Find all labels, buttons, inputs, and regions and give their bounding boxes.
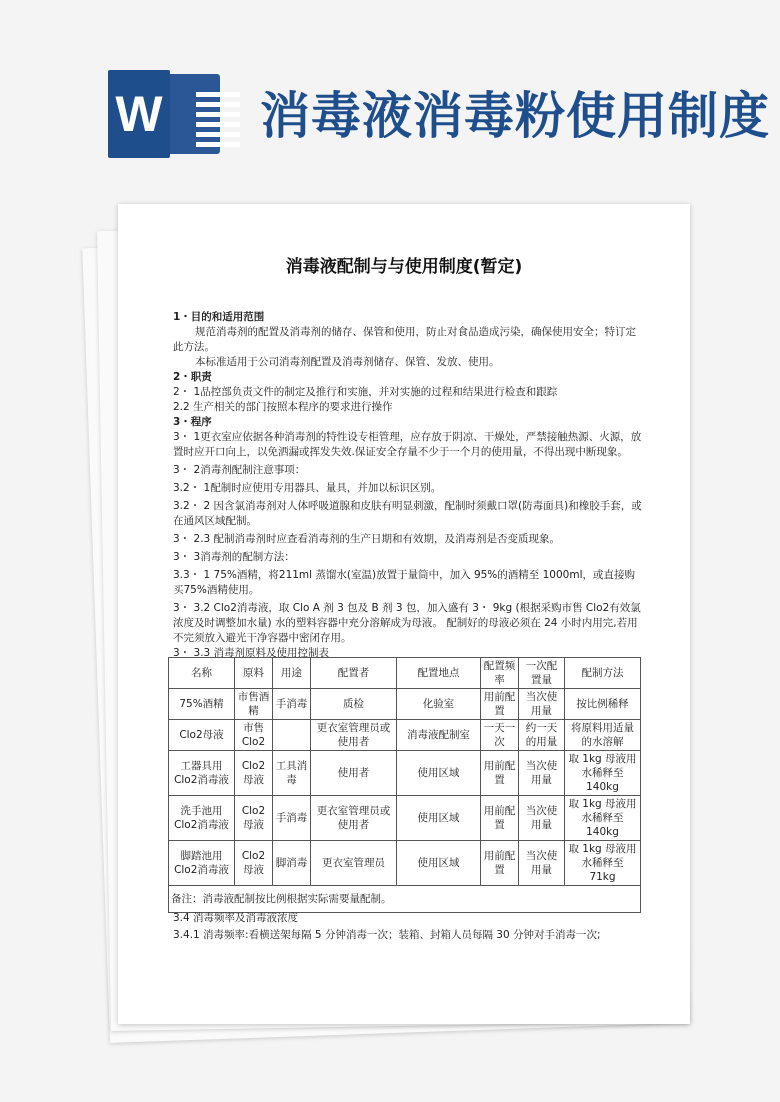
table-cell: 使用区域	[397, 751, 481, 796]
table-cell: 质检	[311, 689, 397, 720]
document-title: 消毒液配制与与使用制度(暂定)	[285, 257, 523, 277]
paragraph: 规范消毒剂的配置及消毒剂的储存、保管和使用，防止对食品造成污染，确保使用安全；特订定此方法。	[173, 326, 636, 353]
table-header-cell: 配置者	[311, 658, 397, 689]
table-cell: 市售酒精	[235, 689, 273, 720]
table-cell: 用前配置	[481, 796, 519, 841]
table-cell: Clo2母液	[235, 796, 273, 841]
paragraph: 3.3・ 1 75%酒精，将211ml 蒸馏水(室温)放置于量筒中，加入 95%的酒精至 1000ml，或直接购买75%酒精使用。	[173, 569, 635, 596]
table-note: 备注：消毒液配制按比例根据实际需要量配制。	[169, 886, 641, 913]
table-header-cell: 名称	[169, 658, 235, 689]
table-cell: Clo2母液	[169, 720, 235, 751]
header-banner	[0, 0, 780, 200]
table-cell: 工器具用Clo2消毒液	[169, 751, 235, 796]
table-row	[169, 841, 641, 886]
table-cell: 使用者	[311, 751, 397, 796]
table-cell: 脚消毒	[273, 841, 311, 886]
table-header-cell: 用途	[273, 658, 311, 689]
table-header-cell: 配置频率	[481, 658, 519, 689]
section-heading: 1・目的和适用范围	[173, 311, 265, 323]
document-bottom-text	[173, 910, 653, 944]
table-cell: 市售Clo2	[235, 720, 273, 751]
paragraph: 3.2・ 1配制时应使用专用器具、量具，并加以标识区别。	[173, 482, 442, 494]
table-cell: 使用区域	[397, 796, 481, 841]
section-heading: 3.4 消毒频率及消毒液浓度	[173, 912, 299, 924]
table-header-cell: 配制方法	[565, 658, 641, 689]
paragraph: 3.4.1 消毒频率:看横送架每隔 5 分钟消毒一次；装箱、封箱人员每隔 30 分钟对手消毒一次;	[173, 929, 601, 941]
table-row	[169, 689, 641, 720]
table-cell: 工具消毒	[273, 751, 311, 796]
paragraph: 2・ 1品控部负责文件的制定及推行和实施，并对实施的过程和结果进行检查和跟踪	[173, 386, 558, 398]
table-cell: 按比例稀释	[565, 689, 641, 720]
section-heading: 2・职责	[173, 371, 212, 383]
table-cell: 当次使用量	[519, 841, 565, 886]
table-cell: 化验室	[397, 689, 481, 720]
table-cell: 当次使用量	[519, 796, 565, 841]
table-header-cell: 一次配置量	[519, 658, 565, 689]
document-body	[173, 310, 643, 661]
table-cell: 将原料用适量的水溶解	[565, 720, 641, 751]
table-cell: 消毒液配制室	[397, 720, 481, 751]
table-row	[169, 751, 641, 796]
paragraph: 2.2 生产相关的部门按照本程序的要求进行操作	[173, 401, 393, 413]
disinfectant-control-table	[168, 657, 641, 913]
table-cell: 更衣室管理员	[311, 841, 397, 886]
table-cell: 脚踏池用Clo2消毒液	[169, 841, 235, 886]
table-note-row	[169, 886, 641, 913]
table-cell: 用前配置	[481, 689, 519, 720]
section-heading: 3・程序	[173, 416, 212, 428]
table-cell: 取 1kg 母液用水稀释至 140kg	[565, 751, 641, 796]
paragraph: 3・ 2.3 配制消毒剂时应查看消毒剂的生产日期和有效期，及消毒剂是否变质现象。	[173, 533, 561, 545]
paragraph: 3・ 3.3 消毒剂原料及使用控制表	[173, 647, 330, 659]
paragraph: 3・ 3.2 Clo2消毒液，取 Clo A 剂 3 包及 B 剂 3 包，加入盛有 3・ 9kg (根据采购市售 Clo2有效氯浓度及时调整加水量) 水的塑料容器中充分溶解成为母液。 配制好的母液必须在 24 小时内用完,若用不完须放入避光干净容器中密闭存用。	[173, 602, 641, 644]
paragraph: 本标准适用于公司消毒剂配置及消毒剂储存、保管、发放、使用。	[195, 356, 500, 368]
table-header-cell: 配置地点	[397, 658, 481, 689]
table-header-row	[169, 658, 641, 689]
table-cell: 取 1kg 母液用水稀释至 71kg	[565, 841, 641, 886]
table-cell: 洗手池用Clo2消毒液	[169, 796, 235, 841]
table-cell: 更衣室管理员或使用者	[311, 720, 397, 751]
table-cell: 一天一次	[481, 720, 519, 751]
table-cell: 用前配置	[481, 751, 519, 796]
table-cell: 75%酒精	[169, 689, 235, 720]
table-cell: 当次使用量	[519, 751, 565, 796]
table-cell: 当次使用量	[519, 689, 565, 720]
table-header-cell: 原料	[235, 658, 273, 689]
table-cell: 用前配置	[481, 841, 519, 886]
table-cell	[273, 720, 311, 751]
table-cell: 使用区域	[397, 841, 481, 886]
table-row	[169, 796, 641, 841]
word-logo-icon	[108, 70, 220, 158]
table-cell: 约一天的用量	[519, 720, 565, 751]
table-cell: Clo2母液	[235, 751, 273, 796]
document-page	[118, 204, 690, 1024]
word-logo-letter: W	[108, 70, 170, 158]
table-cell: 更衣室管理员或使用者	[311, 796, 397, 841]
word-logo-lines	[196, 92, 240, 152]
table-row	[169, 720, 641, 751]
paragraph: 3・ 2消毒剂配制注意事项：	[173, 464, 306, 476]
table-cell: Clo2母液	[235, 841, 273, 886]
table-cell: 手消毒	[273, 796, 311, 841]
paragraph: 3・ 1更衣室应依据各种消毒剂的特性设专柜管理，应存放于阴凉、干燥处，严禁接触热源、火源，放置时应开口向上，以免洒漏或挥发失效.保证安全存量不少于一个月的使用量，不得出现中断现象。	[173, 431, 642, 458]
paragraph: 3・ 3消毒剂的配制方法：	[173, 551, 295, 563]
table-cell: 取 1kg 母液用水稀释至 140kg	[565, 796, 641, 841]
table-cell: 手消毒	[273, 689, 311, 720]
paragraph: 3.2・ 2 因含氯消毒剂对人体呼吸道腺和皮肤有明显刺激，配制时须戴口罩(防毒面具)和橡胶手套，或在通风区域配制。	[173, 500, 642, 527]
header-title: 消毒液消毒粉使用制度	[260, 86, 770, 145]
